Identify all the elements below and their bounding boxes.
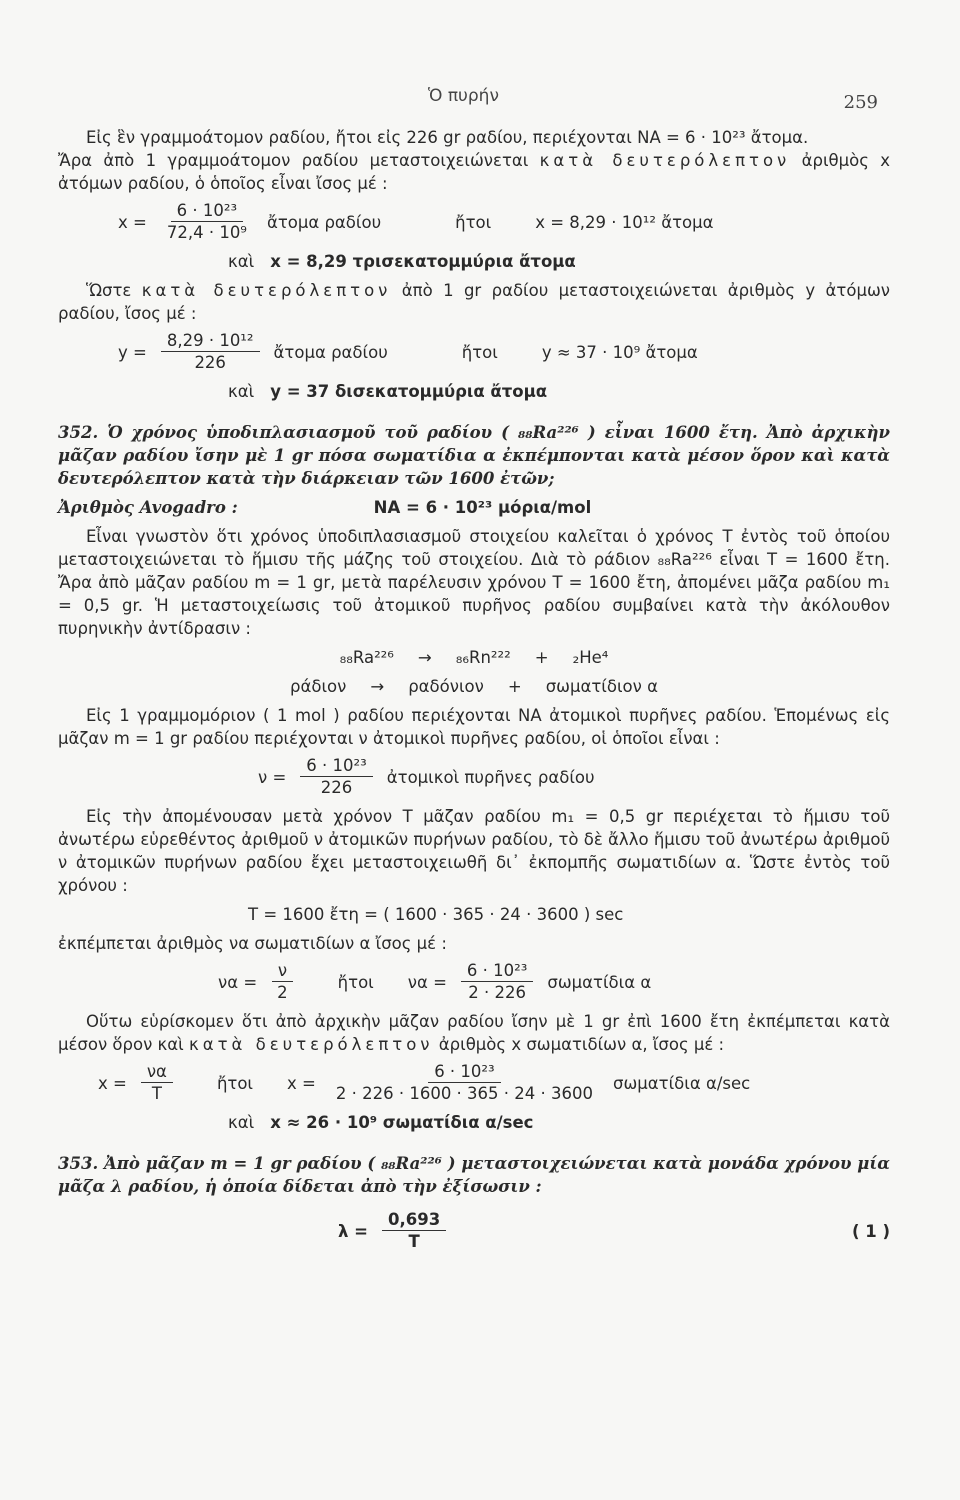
numerator: 6 · 10²³ — [461, 961, 533, 982]
numerator: 6 · 10²³ — [428, 1062, 500, 1083]
equation — [218, 961, 890, 1004]
numerator: 0,693 — [382, 1210, 446, 1231]
equation — [118, 201, 890, 244]
eq-unit: ἄτομα ραδίου — [266, 213, 382, 232]
product: ₈₆Rn²²² — [455, 648, 511, 667]
eq-result: x ≈ 26 · 10⁹ σωματίδια α/sec — [270, 1113, 534, 1132]
avogadro-line — [58, 496, 890, 519]
fraction — [461, 961, 533, 1004]
eq-unit: ἀτομικοὶ πυρῆνες ραδίου — [386, 768, 595, 787]
fraction — [161, 201, 253, 244]
plus: + — [534, 648, 549, 667]
plus: + — [507, 677, 522, 696]
paragraph — [58, 1010, 890, 1056]
eq-connector: καὶ — [228, 1113, 255, 1132]
eq-result: y = 37 δισεκατομμύρια ἄτομα — [270, 382, 548, 401]
eq-unit: ἄτομα ραδίου — [273, 343, 388, 362]
page-header — [0, 86, 960, 116]
product: ₂He⁴ — [572, 648, 609, 667]
eq-lhs: x = — [98, 1074, 127, 1093]
reaction-words — [58, 675, 890, 698]
paragraph — [58, 279, 890, 325]
product-word: σωματίδιον α — [545, 677, 658, 696]
denominator: T — [408, 1232, 420, 1251]
paragraph: Εἶναι γνωστὸν ὅτι χρόνος ὑποδιπλασιασμοῦ στοιχείου καλεῖται ὁ χρόνος T ἐντὸς τοῦ ὁποίου μεταστοιχειώνεται τὸ ἥμισυ τῆς μάζης τοῦ στοιχείου. Διὰ τὸ ράδιον ₈₈Ra²²⁶ εἶναι T = 1600 ἔτη. Ἄρα ἀπὸ μᾶζαν ραδίου m = 1 gr, μετὰ παρέλευσιν χρόνου T = 1600 ἔτη, ἀπομένει μᾶζα ραδίου m₁ = 0,5 gr. Ἡ μεταστοιχείωσις τοῦ ἀτομικοῦ πυρῆνος ραδίου συμβαίνει κατὰ τὴν ἀκόλουθον πυρηνικὴν ἀντίδρασιν : — [58, 527, 890, 638]
eq-lhs: x = — [287, 1074, 316, 1093]
eq-connector: καὶ — [228, 252, 255, 271]
equation — [338, 1210, 446, 1253]
page-number: 259 — [843, 92, 878, 113]
text: Ἄρα ἀπὸ 1 γραμμοάτομον ραδίου μεταστοιχειώνεται — [58, 151, 529, 170]
eq-unit: σωματίδια α/sec — [613, 1074, 751, 1093]
paragraph: ἐκπέμπεται ἀριθμὸς να σωματιδίων α ἴσος μέ : — [58, 934, 447, 953]
denominator: 72,4 · 10⁹ — [166, 223, 247, 242]
eq-connector: ἤτοι — [216, 1074, 254, 1093]
numerator: ν — [272, 961, 293, 982]
exercise-352-title: 352. Ὁ χρόνος ὑποδιπλασιασμοῦ τοῦ ραδίου ( ₈₈Ra²²⁶ ) εἶναι 1600 ἔτη. Ἀπὸ ἀρχικὴν μᾶζαν ραδίου ἴσην μὲ 1 gr πόσα σωματίδια α ἐκπέμπονται κατὰ μέσον ὅρον καὶ κατὰ δευτερόλεπτον κατὰ τὴν διάρκειαν τῶν 1600 ἐτῶν; — [58, 423, 890, 488]
equation — [258, 756, 890, 799]
eq-connector: ἤτοι — [337, 973, 374, 992]
fraction — [300, 756, 372, 799]
numerator: 6 · 10²³ — [300, 756, 372, 777]
eq-result: x = 8,29 · 10¹² ἄτομα — [535, 213, 714, 232]
equation-row — [58, 1204, 890, 1259]
fraction — [271, 961, 294, 1004]
text: ἀπὸ 1 gr ραδίου μεταστοιχειώνεται ἀριθμὸς y ἀτόμων ραδίου, ἴσος μέ : — [58, 281, 890, 323]
text: ἀριθμὸς x ἀτόμων ραδίου, ὁ ὁποῖος εἶναι ἴσος μέ : — [58, 151, 890, 193]
fraction — [141, 1062, 173, 1105]
eq-lhs: λ = — [338, 1222, 369, 1241]
eq-connector: ἤτοι — [461, 343, 498, 362]
eq-lhs: y = — [118, 343, 147, 362]
nuclear-reaction — [58, 646, 890, 669]
numerator: να — [141, 1062, 173, 1083]
paragraph: Εἰς τὴν ἀπομένουσαν μετὰ χρόνον T μᾶζαν ραδίου m₁ = 0,5 gr περιέχεται τὸ ἥμισυ τοῦ ἀνωτέρω εὑρεθέντος ἀριθμοῦ ν ἀτομικῶν πυρήνων ραδίου, τὸ δὲ ἄλλο ἥμισυ τοῦ ἀνωτέρω ἀριθμοῦ ν ἀτομικῶν πυρήνων ραδίου ἔχει μεταστοιχειωθῆ δι᾽ ἐκπομπῆς σωματιδίων α. Ὥστε ἐντὸς τοῦ χρόνου : — [58, 807, 890, 895]
denominator: 2 — [277, 983, 288, 1002]
fraction — [382, 1210, 446, 1253]
text: ἀριθμὸς x σωματιδίων α, ἴσος μέ : — [438, 1035, 725, 1054]
equation — [228, 380, 890, 403]
eq-connector: ἤτοι — [455, 213, 492, 232]
eq-unit: σωματίδια α — [547, 973, 652, 992]
arrow: → — [417, 648, 432, 667]
emphasis-text: κατὰ δευτερόλεπτον — [141, 281, 392, 300]
running-title: Ὁ πυρήν — [428, 86, 499, 106]
product-word: ραδόνιον — [408, 677, 484, 696]
denominator: T — [151, 1084, 162, 1103]
eq-result: T = 1600 ἔτη = ( 1600 · 365 · 24 · 3600 ) sec — [248, 905, 624, 924]
paragraph: Εἰς 1 γραμμομόριον ( 1 mol ) ραδίου περιέχονται NA ἀτομικοὶ πυρῆνες ραδίου. Ἑπομένως εἰς μᾶζαν m = 1 gr ραδίου περιέχονται ν ἀτομικοὶ πυρῆνες ραδίου, οἱ ὁποῖοι εἶναι : — [58, 706, 890, 748]
denominator: 2 · 226 · 1600 · 365 · 24 · 3600 — [335, 1084, 593, 1103]
denominator: 2 · 226 — [468, 983, 527, 1002]
exercise-353-title: 353. Ἀπὸ μᾶζαν m = 1 gr ραδίου ( ₈₈Ra²²⁶ ) μεταστοιχειώνεται κατὰ μονάδα χρόνου μία μᾶζα λ ραδίου, ἡ ὁποία δίδεται ἀπὸ τὴν ἐξίσωσιν : — [58, 1154, 890, 1196]
eq-result: y ≈ 37 · 10⁹ ἄτομα — [541, 343, 698, 362]
numerator: 8,29 · 10¹² — [161, 331, 260, 352]
paragraph: Εἰς ἓν γραμμοάτομον ραδίου, ἤτοι εἰς 226 gr ραδίου, περιέχονται NA = 6 · 10²³ ἄτομα. — [86, 128, 809, 147]
eq-lhs: ν = — [258, 768, 287, 787]
avogadro-label: Ἀριθμὸς Avogadro : — [58, 498, 238, 517]
page-content — [58, 126, 890, 1259]
numerator: 6 · 10²³ — [171, 201, 243, 222]
text: Οὕτω εὑρίσκομεν ὅτι ἀπὸ ἀρχικὴν μᾶζαν ραδίου ἴσην μὲ 1 gr ἐπὶ 1600 ἔτη ἐκπέμπεται κατὰ μέσον ὅρον καὶ — [58, 1012, 890, 1054]
equation — [228, 1111, 890, 1134]
eq-connector: καὶ — [228, 382, 255, 401]
eq-lhs: x = — [118, 213, 147, 232]
emphasis-text: κατὰ δευτερόλεπτον — [189, 1035, 434, 1054]
eq-result: x = 8,29 τρισεκατομμύρια ἄτομα — [270, 252, 576, 271]
fraction — [330, 1062, 599, 1105]
eq-lhs: να = — [407, 973, 447, 992]
equation — [98, 1062, 890, 1105]
arrow: → — [370, 677, 385, 696]
fraction — [161, 331, 260, 374]
denominator: 226 — [320, 778, 353, 797]
reactant-word: ράδιον — [290, 677, 347, 696]
equation — [118, 331, 890, 374]
equation — [248, 903, 890, 926]
equation-number: ( 1 ) — [851, 1222, 890, 1241]
reactant: ₈₈Ra²²⁶ — [339, 648, 394, 667]
paragraph — [58, 149, 890, 195]
emphasis-text: κατὰ δευτερόλεπτον — [539, 151, 791, 170]
text: Ὥστε — [86, 281, 132, 300]
equation — [228, 250, 890, 273]
avogadro-value: NA = 6 · 10²³ μόρια/mol — [373, 498, 592, 517]
eq-lhs: να = — [218, 973, 258, 992]
denominator: 226 — [194, 353, 226, 372]
